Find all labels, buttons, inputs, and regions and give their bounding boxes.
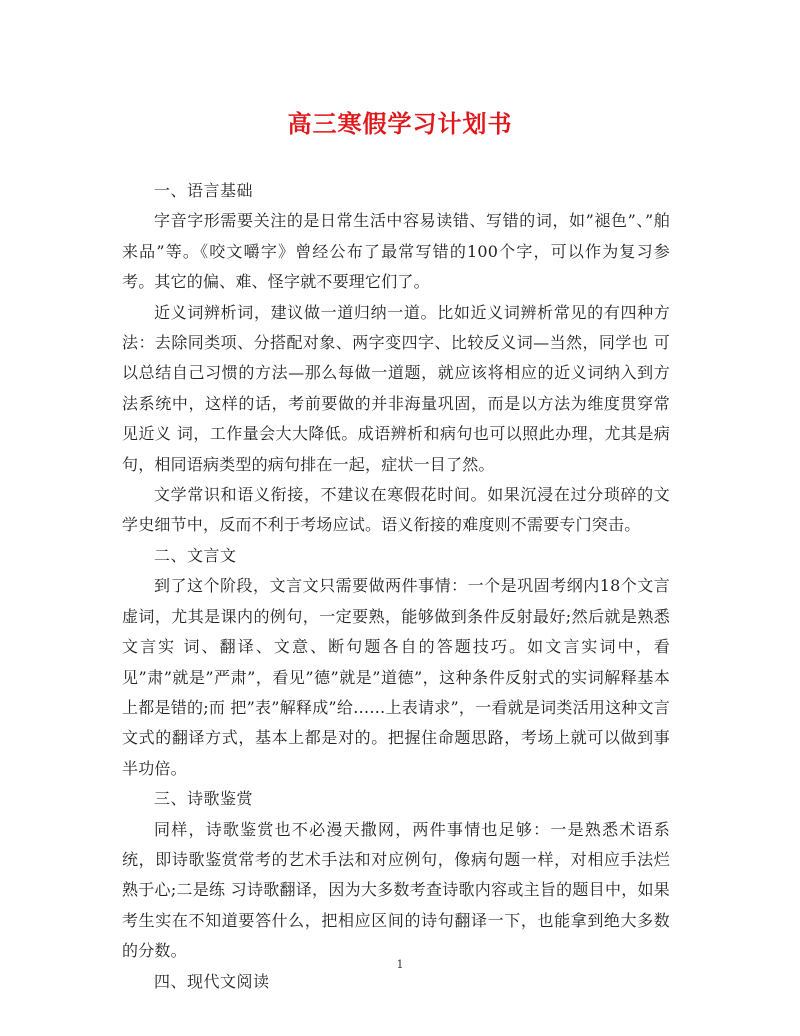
paragraph: 文学常识和语义衔接，不建议在寒假花时间。如果沉浸在过分琐碎的文学史细节中，反而不利于考场应试。语义衔接的难度则不需要专门突击。 [122, 485, 670, 535]
section-heading: 三、诗歌鉴赏 [154, 789, 254, 809]
paragraph: 近义词辨析词，建议做一道归纳一道。比如近义词辨析常见的有四种方法：去除同类项、分搭配对象、两字变四字、比较反义词—当然，同学也 可以总结自己习惯的方法—那么每做一道题，就应该将相应的近义词纳入到方法系统中，这样的话，考前要做的并非海量巩固，而是以方法为维度贯穿常见近义 词，工作量会大大降低。成语辨析和病句也可以照此办理，尤其是病句，相同语病类型的病句排在一起，症状一目了然。 [122, 302, 670, 474]
section-heading: 二、文言文 [154, 545, 237, 565]
paragraph: 字音字形需要关注的是日常生活中容易读错、写错的词，如”褪色”、”舶来品”等。《咬文嚼字》曾经公布了最常写错的100个字，可以作为复习参考。其它的偏、难、怪字就不要理它们了。 [122, 211, 670, 292]
document-title: 高三寒假学习计划书 [287, 109, 513, 138]
page-number: 1 [396, 958, 404, 971]
section-heading: 一、语言基础 [154, 181, 254, 200]
paragraph: 到了这个阶段，文言文只需要做两件事情：一个是巩固考纲内18个文言虚词，尤其是课内的例句，一定要熟，能够做到条件反射最好;然后就是熟悉文言实 词、翻译、文意、断句题各自的答题技巧。如文言实词中，看见”肃”就是”严肃”，看见”德”就是”道德”，这种条件反射式的实词解释基本上都是错的;而 把”表”解释成”给……上表请求”，一看就是词类活用这种文言文式的翻译方式，基本上都是对的。把握住命题思路，考场上就可以做到事半功倍。 [122, 576, 670, 778]
section-heading: 四、现代文阅读 [154, 971, 270, 991]
paragraph: 同样，诗歌鉴赏也不必漫天撒网，两件事情也足够：一是熟悉术语系统，即诗歌鉴赏常考的艺术手法和对应例句，像病句题一样，对相应手法烂熟于心;二是练 习诗歌翻译，因为大多数考查诗歌内容或主旨的题目中，如果考生实在不知道要答什么，把相应区间的诗句翻译一下，也能拿到绝大多数的分数。 [122, 819, 670, 961]
document-body [122, 176, 670, 997]
